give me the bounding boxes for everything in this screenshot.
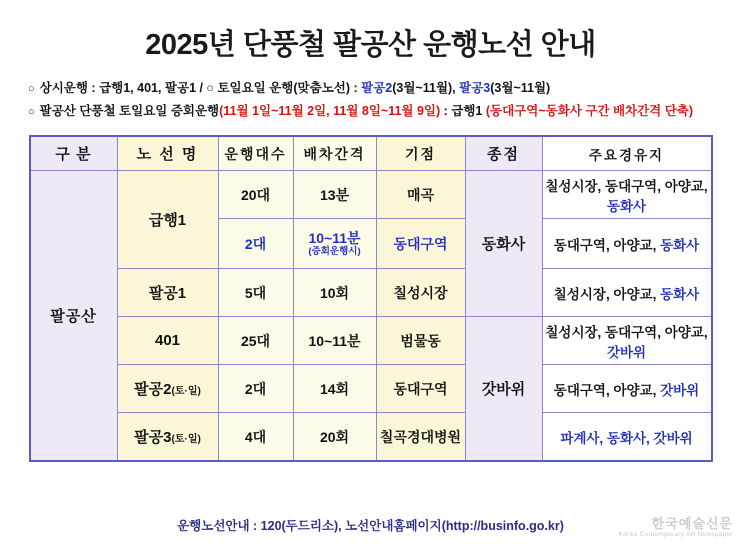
note-line-1 [28, 77, 741, 100]
cell-route-2: 팔공1 [117, 269, 218, 317]
cell-interval-0: 13분 [293, 171, 376, 219]
cell-interval-5: 20회 [293, 413, 376, 461]
table-row [30, 365, 712, 413]
cell-route-5: 팔공3(토·일) [117, 413, 218, 461]
note-2-text: 팔공산 단풍철 토일요일 증회운행(11월 1일~11월 2일, 11월 8일~11월 9일) : 급행1 (동대구역~동화사 구간 배차간격 단축) [39, 104, 694, 119]
header-interval: 배차간격 [293, 136, 376, 171]
header-route: 노 선 명 [117, 136, 218, 171]
table-header [30, 136, 712, 171]
cell-interval-2: 10회 [293, 269, 376, 317]
cell-route-0: 급행1 [117, 171, 218, 269]
table-row [30, 317, 712, 365]
note-line-2 [28, 100, 741, 123]
cell-count-5: 4대 [218, 413, 293, 461]
page-title: 2025년 단풍철 팔공산 운행노선 안내 [145, 29, 596, 61]
cell-via-4: 동대구역, 아양교, 갓바위 [542, 365, 712, 413]
table-row [30, 269, 712, 317]
header-via: 주요경유지 [542, 136, 712, 171]
cell-region: 팔공산 [30, 171, 118, 461]
table-header-row [30, 136, 712, 171]
watermark-subtitle: Korea Contemporary Art Newspaper [618, 530, 733, 538]
cell-end-3: 갓바위 [465, 317, 542, 461]
cell-via-1: 동대구역, 아양교, 동화사 [542, 219, 712, 269]
cell-start-2: 칠성시장 [376, 269, 465, 317]
table-row [30, 171, 712, 219]
header-end: 종점 [465, 136, 542, 171]
cell-start-0: 매곡 [376, 171, 465, 219]
cell-via-3: 칠성시장, 동대구역, 아양교, 갓바위 [542, 317, 712, 365]
route-table [29, 135, 713, 462]
header-start: 기점 [376, 136, 465, 171]
watermark [619, 517, 733, 538]
cell-via-5: 파계사, 동화사, 갓바위 [542, 413, 712, 461]
bullet-ring-icon: ○ [28, 83, 35, 95]
cell-interval-1: 10~11분 (증회운행시) [293, 219, 376, 269]
cell-interval-3: 10~11분 [293, 317, 376, 365]
cell-end-0: 동화사 [465, 171, 542, 317]
cell-start-1: 동대구역 [376, 219, 465, 269]
cell-start-4: 동대구역 [376, 365, 465, 413]
note-1-text: 상시운행 : 급행1, 401, 팔공1 / ○ 토일요일 운행(맞춤노선) : 팔공2(3월~11월), 팔공3(3월~11월) [39, 81, 551, 95]
poster-page [0, 22, 741, 546]
bullet-ring-icon: ○ [28, 106, 35, 119]
cell-route-4: 팔공2(토·일) [117, 365, 218, 413]
cell-count-3: 25대 [218, 317, 293, 365]
cell-interval-4: 14회 [293, 365, 376, 413]
header-count: 운행대수 [218, 136, 293, 171]
cell-start-5: 칠곡경대병원 [376, 413, 465, 461]
cell-count-4: 2대 [218, 365, 293, 413]
header-region: 구 분 [30, 136, 118, 171]
watermark-title: 한국예술신문 [651, 515, 733, 531]
footer-info: 운행노선안내 : 120(두드리소), 노선안내홈페이지(http://businfo.go.kr) [177, 519, 564, 533]
cell-count-1: 2대 [218, 219, 293, 269]
cell-count-0: 20대 [218, 171, 293, 219]
cell-route-3: 401 [117, 317, 218, 365]
cell-via-0: 칠성시장, 동대구역, 아양교, 동화사 [542, 171, 712, 219]
cell-count-2: 5대 [218, 269, 293, 317]
table-row [30, 413, 712, 461]
table-body [30, 171, 712, 461]
cell-start-3: 범물동 [376, 317, 465, 365]
cell-via-2: 칠성시장, 아양교, 동화사 [542, 269, 712, 317]
notes-block [28, 77, 741, 123]
